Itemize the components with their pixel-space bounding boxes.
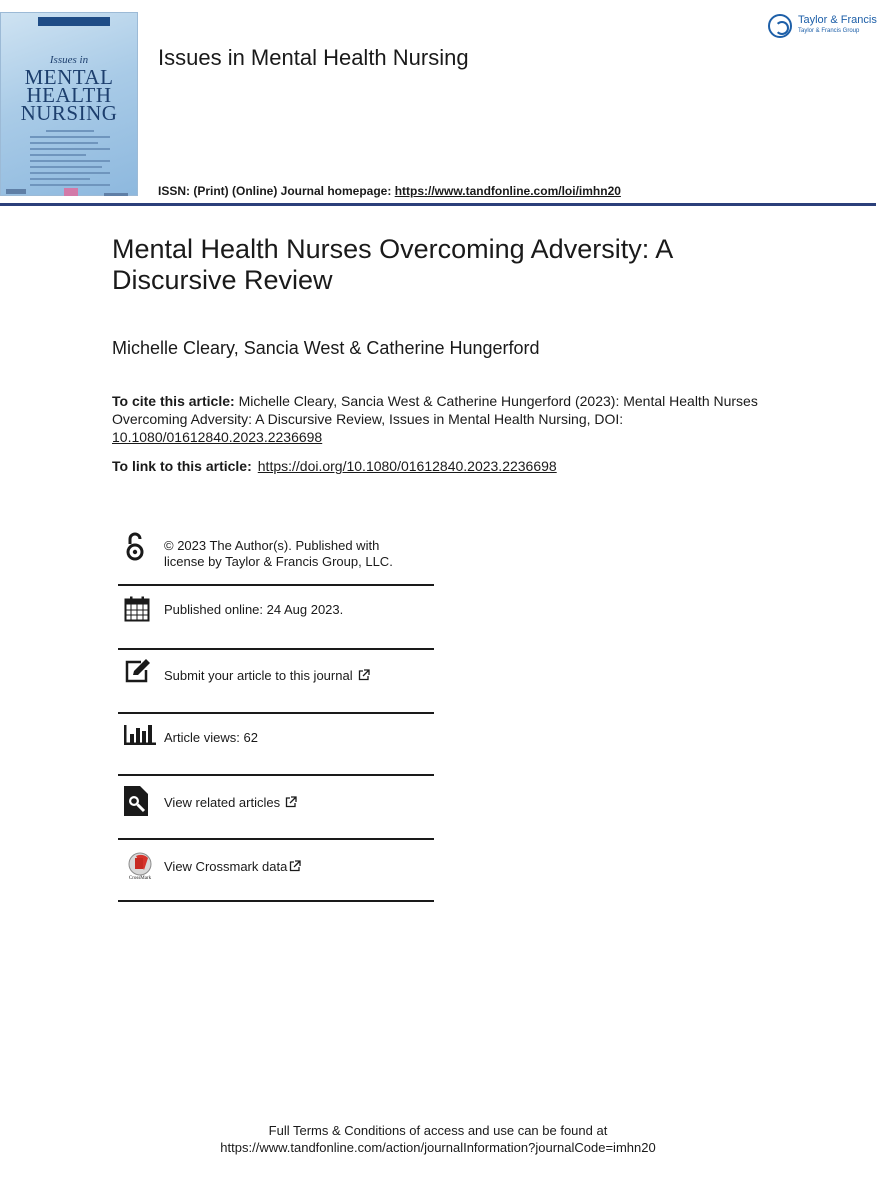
license-line-2: license by Taylor & Francis Group, LLC. bbox=[164, 554, 393, 569]
article-doi-link[interactable]: https://doi.org/10.1080/01612840.2023.2236698 bbox=[257, 458, 557, 474]
cover-issn-mark bbox=[104, 193, 128, 196]
external-link-icon bbox=[358, 669, 370, 681]
article-views-row bbox=[118, 714, 434, 778]
license-text bbox=[164, 538, 393, 570]
bar-chart-icon bbox=[124, 722, 156, 746]
calendar-icon bbox=[124, 596, 150, 622]
footer bbox=[0, 1122, 876, 1156]
issn-label: ISSN: (Print) (Online) Journal homepage: bbox=[158, 184, 395, 198]
header-divider bbox=[0, 203, 876, 206]
row-divider bbox=[118, 838, 434, 840]
journal-homepage-link[interactable]: https://www.tandfonline.com/loi/imhn20 bbox=[394, 184, 621, 198]
crossmark-label: View Crossmark data bbox=[164, 859, 288, 874]
publisher-group: Taylor & Francis Group bbox=[798, 28, 860, 34]
cover-volume-band bbox=[38, 17, 110, 26]
crossmark-logo-text: CrossMark bbox=[128, 876, 152, 881]
citation-text: Michelle Cleary, Sancia West & Catherine Hungerford (2023): Mental Health Nurses Overcoming Adversity: A Discursive Review, Issues in Mental Health Nursing, DOI: bbox=[112, 393, 758, 427]
cover-title-health: HEALTH bbox=[26, 83, 112, 107]
citation-label: To cite this article: bbox=[112, 393, 235, 409]
row-divider bbox=[118, 900, 434, 902]
cover-contents-lines bbox=[30, 130, 110, 190]
related-articles-label: View related articles bbox=[164, 795, 281, 810]
journal-cover-image bbox=[0, 12, 138, 196]
publisher-name: Taylor & Francis bbox=[798, 14, 877, 26]
license-row bbox=[118, 530, 434, 586]
publisher-logo bbox=[768, 12, 878, 42]
cover-publisher-mark bbox=[6, 189, 26, 194]
cover-title-issues: Issues in bbox=[49, 54, 89, 66]
article-link-line bbox=[112, 458, 557, 474]
crossmark-link[interactable] bbox=[164, 859, 301, 875]
article-title: Mental Health Nurses Overcoming Adversity: A Discursive Review bbox=[112, 234, 672, 295]
submit-article-label: Submit your article to this journal bbox=[164, 668, 353, 683]
submit-article-link[interactable] bbox=[164, 668, 370, 684]
citation-doi-link[interactable]: 10.1080/01612840.2023.2236698 bbox=[112, 429, 323, 445]
journal-title: Issues in Mental Health Nursing bbox=[158, 45, 469, 70]
cover-title-mental: MENTAL bbox=[24, 65, 114, 89]
row-divider bbox=[118, 774, 434, 776]
edit-icon bbox=[124, 658, 152, 684]
issn-line bbox=[158, 184, 621, 198]
published-row bbox=[118, 586, 434, 650]
external-link-icon bbox=[289, 860, 301, 872]
open-access-icon bbox=[124, 532, 146, 562]
cover-title-nursing: NURSING bbox=[20, 101, 118, 125]
search-document-icon bbox=[124, 786, 150, 816]
external-link-icon bbox=[285, 796, 297, 808]
footer-terms-link[interactable]: https://www.tandfonline.com/action/journalInformation?journalCode=imhn20 bbox=[220, 1140, 656, 1155]
submit-article-row[interactable] bbox=[118, 650, 434, 714]
related-articles-link[interactable] bbox=[164, 795, 297, 811]
article-link-label: To link to this article: bbox=[112, 458, 252, 474]
related-articles-row[interactable] bbox=[118, 778, 434, 842]
article-views-text: Article views: 62 bbox=[164, 730, 258, 745]
article-authors: Michelle Cleary, Sancia West & Catherine Hungerford bbox=[112, 338, 540, 358]
published-date-text: Published online: 24 Aug 2023. bbox=[164, 602, 344, 617]
footer-terms-text: Full Terms & Conditions of access and use can be found at bbox=[268, 1123, 608, 1138]
crossmark-row[interactable] bbox=[118, 842, 434, 906]
citation-block bbox=[112, 392, 792, 446]
cover-emblem bbox=[64, 188, 78, 196]
taylor-francis-logo-icon bbox=[768, 14, 792, 38]
crossmark-icon bbox=[124, 852, 156, 884]
license-line-1: © 2023 The Author(s). Published with bbox=[164, 538, 380, 553]
